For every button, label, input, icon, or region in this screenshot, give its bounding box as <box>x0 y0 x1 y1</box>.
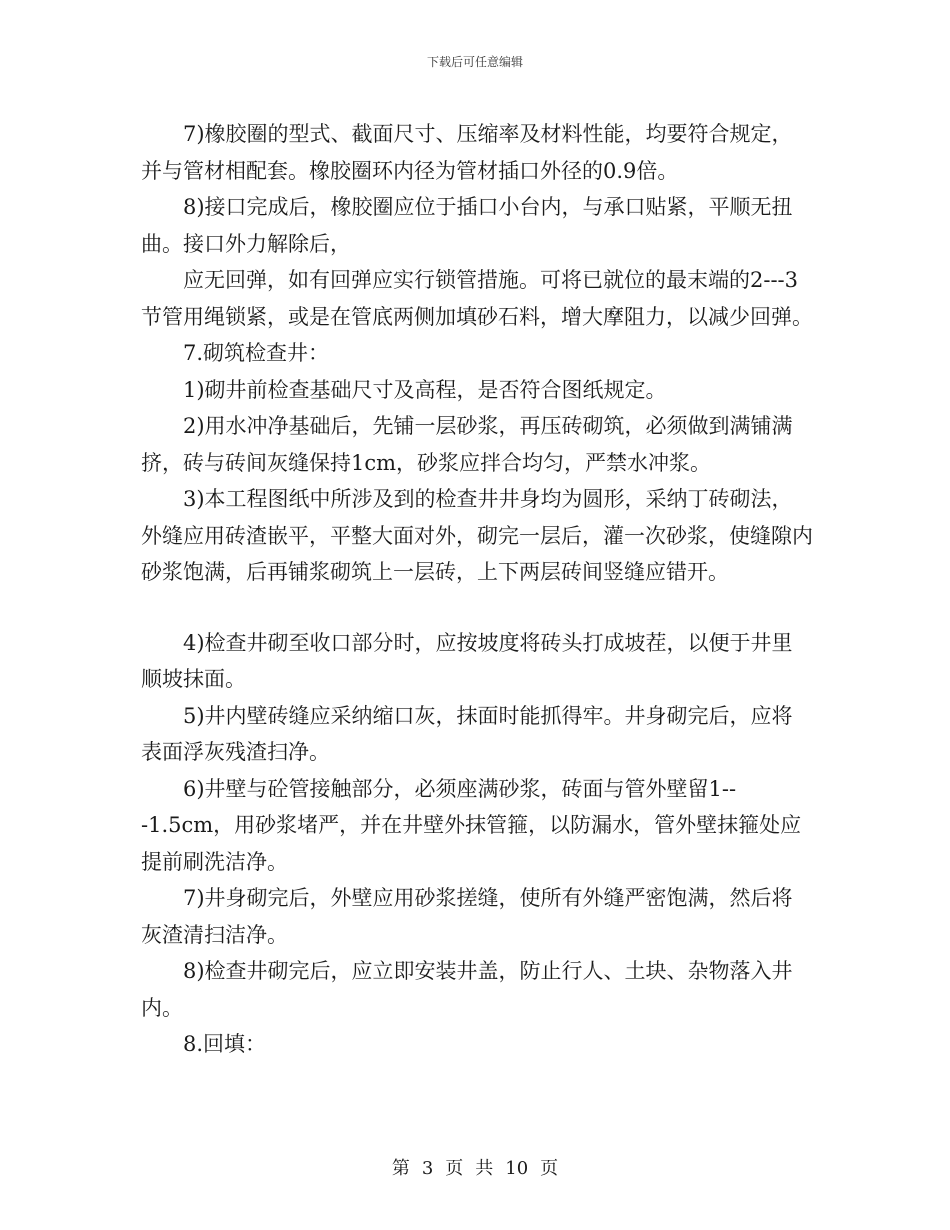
footer-word: 页 <box>445 1158 464 1179</box>
footer-word: 第 <box>391 1158 410 1179</box>
section-heading: 8.回填： <box>183 1032 267 1056</box>
document-body <box>141 116 813 1063</box>
paragraph: 5)井内壁砖缝应采纳缩口灰，抹面时能抓得牢。井身砌完后，应将表面浮灰残渣扫净。 <box>141 703 793 764</box>
paragraph: 4)检查井砌至收口部分时，应按坡度将砖头打成坡茬，以便于井里顺坡抹面。 <box>141 630 793 691</box>
paragraph: 8)接口完成后，橡胶圈应位于插口小台内，与承口贴紧，平顺无扭曲。接口外力解除后， <box>141 195 793 256</box>
section-heading: 7.砌筑检查井： <box>183 341 330 365</box>
total-page-count: 10 <box>505 1158 529 1179</box>
paragraph: 7)橡胶圈的型式、截面尺寸、压缩率及材料性能，均要符合规定，并与管材相配套。橡胶圈环内径为管材插口外径的0.9倍。 <box>141 122 793 183</box>
current-page-number: 3 <box>421 1158 434 1179</box>
paragraph: 2)用水冲净基础后，先铺一层砂浆，再压砖砌筑，必须做到满铺满挤，砖与砖间灰缝保持1cm，砂浆应拌合均匀，严禁水冲浆。 <box>141 414 793 475</box>
paragraph: 1)砌井前检查基础尺寸及高程，是否符合图纸规定。 <box>183 377 667 402</box>
paragraph: 8)检查井砌完后，应立即安装井盖，防止行人、土块、杂物落入井内。 <box>141 959 793 1020</box>
paragraph: 应无回弹，如有回弹应实行锁管措施。可将已就位的最末端的2---3节管用绳锁紧，或是在管底两侧加填砂石料，增大摩阻力，以减少回弹。 <box>141 268 813 329</box>
footer-word: 共 <box>475 1158 494 1179</box>
footer-word: 页 <box>540 1158 559 1179</box>
paragraph: 3)本工程图纸中所涉及到的检查井井身均为圆形，采纳丁砖砌法，外缝应用砖渣嵌平，平整大面对外，砌完一层后，灌一次砂浆，使缝隙内砂浆饱满，后再铺浆砌筑上一层砖，上下两层砖间竖缝应错开。 <box>141 487 813 584</box>
page-footer <box>0 1154 950 1180</box>
page-header-note: 下载后可任意编辑 <box>426 55 523 69</box>
paragraph: 7)井身砌完后，外壁应用砂浆搓缝，使所有外缝严密饱满，然后将灰渣清扫洁净。 <box>141 886 793 947</box>
paragraph: 6)井壁与砼管接触部分，必须座满砂浆，砖面与管外壁留1---1.5cm，用砂浆堵严，并在井壁外抹管箍，以防漏水，管外壁抹箍处应提前刷洗洁净。 <box>141 776 802 874</box>
